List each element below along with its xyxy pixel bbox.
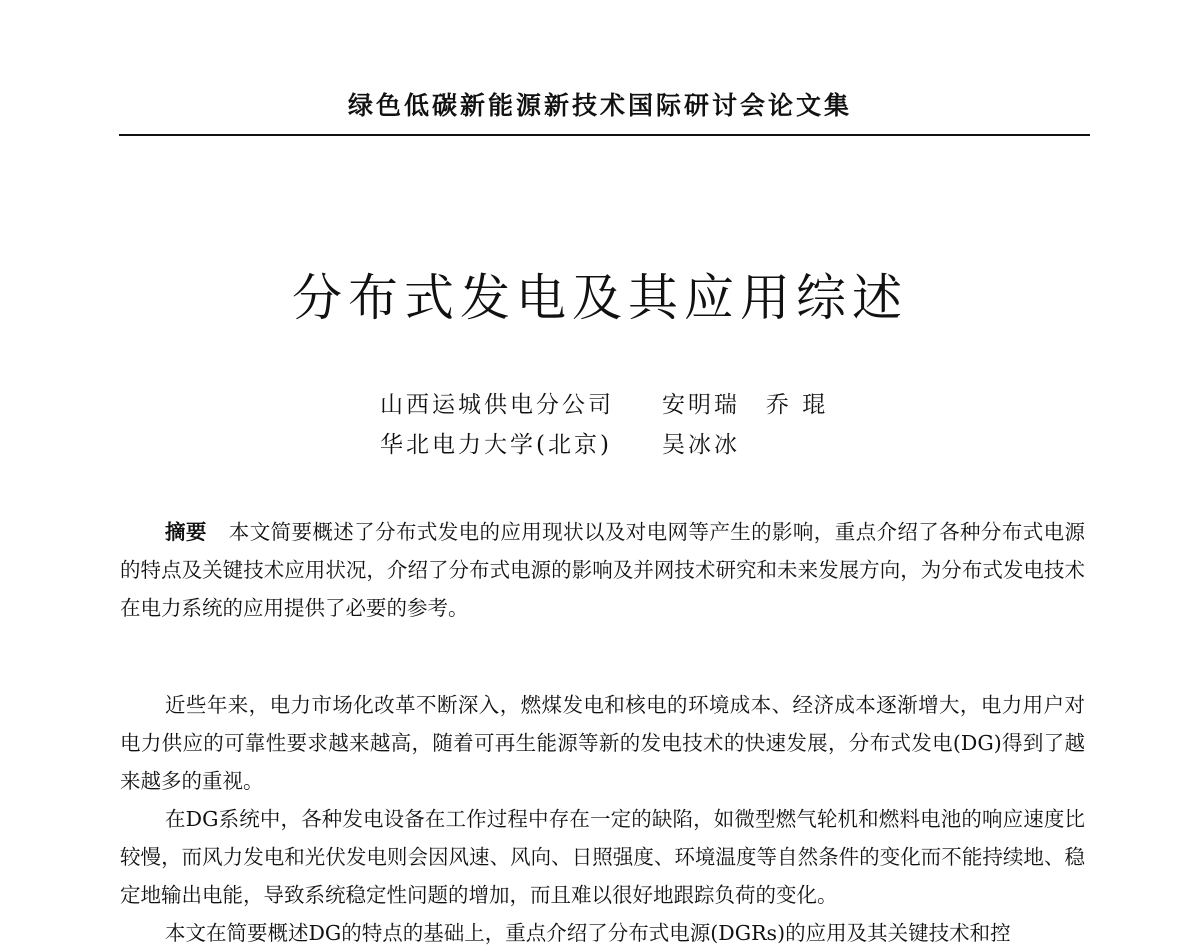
abstract [120, 513, 1085, 627]
body-text [120, 686, 1085, 952]
abstract-label: 摘要 [165, 520, 207, 544]
running-header: 绿色低碳新能源新技术国际研讨会论文集 [347, 91, 852, 120]
affiliation-org: 山西运城供电分公司 [380, 392, 614, 418]
affiliation-authors: 吴冰冰 [662, 432, 740, 458]
paper-title: 分布式发电及其应用综述 [292, 269, 908, 327]
body-paragraph: 近些年来，电力市场化改革不断深入，燃煤发电和核电的环境成本、经济成本逐渐增大，电力用户对电力供应的可靠性要求越来越高，随着可再生能源等新的发电技术的快速发展，分布式发电(DG)得到了越来越多的重视。 [120, 693, 1085, 793]
header-rule [119, 134, 1090, 136]
affiliation-org: 华北电力大学(北京) [380, 432, 612, 458]
body-paragraph: 在DG系统中，各种发电设备在工作过程中存在一定的缺陷，如微型燃气轮机和燃料电池的响应速度比较慢，而风力发电和光伏发电则会因风速、风向、日照强度、环境温度等自然条件的变化而不能持续地、稳定地输出电能，导致系统稳定性问题的增加，而且难以很好地跟踪负荷的变化。 [120, 807, 1085, 907]
abstract-text: 本文简要概述了分布式发电的应用现状以及对电网等产生的影响，重点介绍了各种分布式电源的特点及关键技术应用状况，介绍了分布式电源的影响及并网技术研究和未来发展方向，为分布式发电技术在电力系统的应用提供了必要的参考。 [120, 520, 1086, 620]
affiliation-line [380, 386, 828, 419]
affiliation-authors: 安明瑞 乔 琨 [662, 392, 829, 418]
affiliation-line [380, 426, 740, 459]
body-paragraph: 本文在简要概述DG的特点的基础上，重点介绍了分布式电源(DGRs)的应用及其关键技术和控 [165, 921, 1011, 945]
